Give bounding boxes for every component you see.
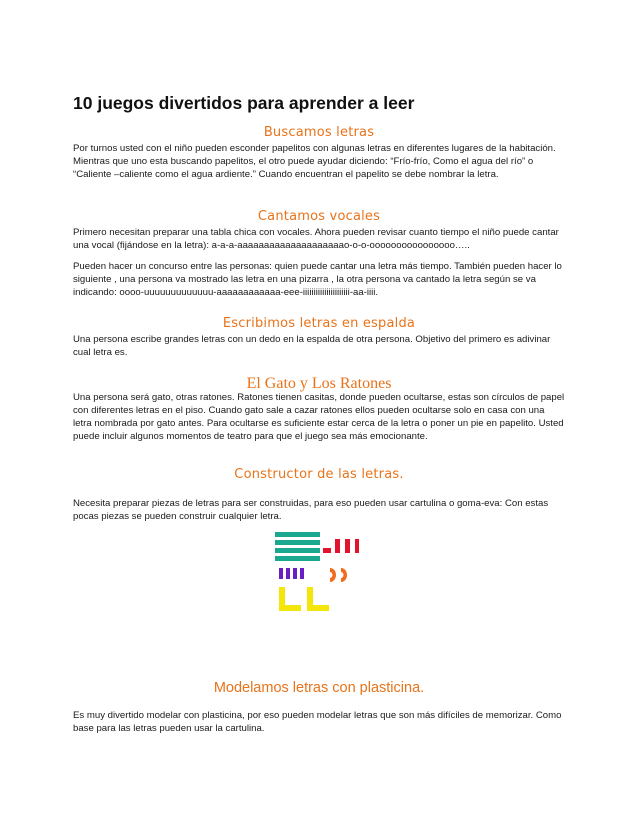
section-body-constructor — [73, 497, 565, 523]
section-body-buscamos-letras — [73, 142, 565, 181]
paragraph: Por turnos usted con el niño pueden esconder papelitos con algunas letras en diferentes lugares de la habitación. Mientras que uno esta buscando papelitos, el otro puede ayudar diciendo: “Frío-frío, Como el agua del río” o “Caliente –caliente como el agua ardiente.” Cuando encuentran el papelito se debe nombrar la letra. — [73, 143, 556, 181]
section-body-cantamos-vocales — [73, 226, 565, 299]
document-title: 10 juegos divertidos para aprender a leer — [73, 93, 415, 113]
section-heading-buscamos-letras: Buscamos letras — [263, 125, 375, 140]
section-heading-constructor: Constructor de las letras. — [234, 467, 404, 482]
section-heading-escribimos-letras: Escribimos letras en espalda — [222, 316, 416, 331]
yellow-corners — [279, 587, 329, 611]
paragraph: Pueden hacer un concurso entre las personas: quien puede cantar una letra más tiempo. También pueden hacer lo siguiente , una persona va mostrado las letra en una pizarra , la otra persona va cantado la letra según se va indicando: oooo-uuuuuuuuuuuuu-aaaaaaaaaaaa-eee-iiiiiiiiiiiiiiiiiiiiii-aa-iiii. — [73, 261, 562, 299]
section-heading-plasticina: Modelamos letras con plasticina. — [213, 680, 425, 696]
paragraph: Una persona será gato, otras ratones. Ratones tienen casitas, donde pueden ocultarse, estas son círculos de papel con diferentes letras en el piso. Cuando gato sale a cazar ratones ellos pueden ocultarse solo en casa con una letra nombrada por gato antes. Para ocultarse es suficiente estar cerca de la letra o poner un pie en papelito. Usted puede incluir algunos momentos de teatro para que el juego sea más emocionante. — [73, 392, 565, 443]
orange-curves — [330, 568, 347, 582]
section-heading-cantamos-vocales: Cantamos vocales — [257, 209, 381, 224]
teal-bars — [275, 532, 320, 561]
paragraph: Es muy divertido modelar con plasticina, por eso pueden modelar letras que son más difíciles de memorizar. Como base para las letras pueden usar la cartulina. — [73, 710, 562, 735]
section-body-gato-ratones — [73, 391, 565, 443]
paragraph: Una persona escribe grandes letras con un dedo en la espalda de otra persona. Objetivo del primero es adivinar cual letra es. — [73, 334, 551, 359]
letter-pieces-image — [275, 532, 359, 618]
paragraph: Primero necesitan preparar una tabla chica con vocales. Ahora pueden revisar cuanto tiempo el niño puede cantar una vocal (fijándose en la letra): a-a-a-aaaaaaaaaaaaaaaaaaaao-o-o-oooooooooooooooo….. — [73, 227, 559, 252]
paragraph: Necesita preparar piezas de letras para ser construidas, para eso pueden usar cartulina o goma-eva: Con estas pocas piezas se pueden construir cualquier letra. — [73, 498, 549, 523]
red-bars — [323, 539, 359, 553]
section-heading-gato-ratones: El Gato y Los Ratones — [246, 375, 392, 392]
purple-bars — [279, 568, 304, 579]
section-body-plasticina — [73, 709, 565, 735]
section-body-escribimos-letras — [73, 333, 565, 359]
